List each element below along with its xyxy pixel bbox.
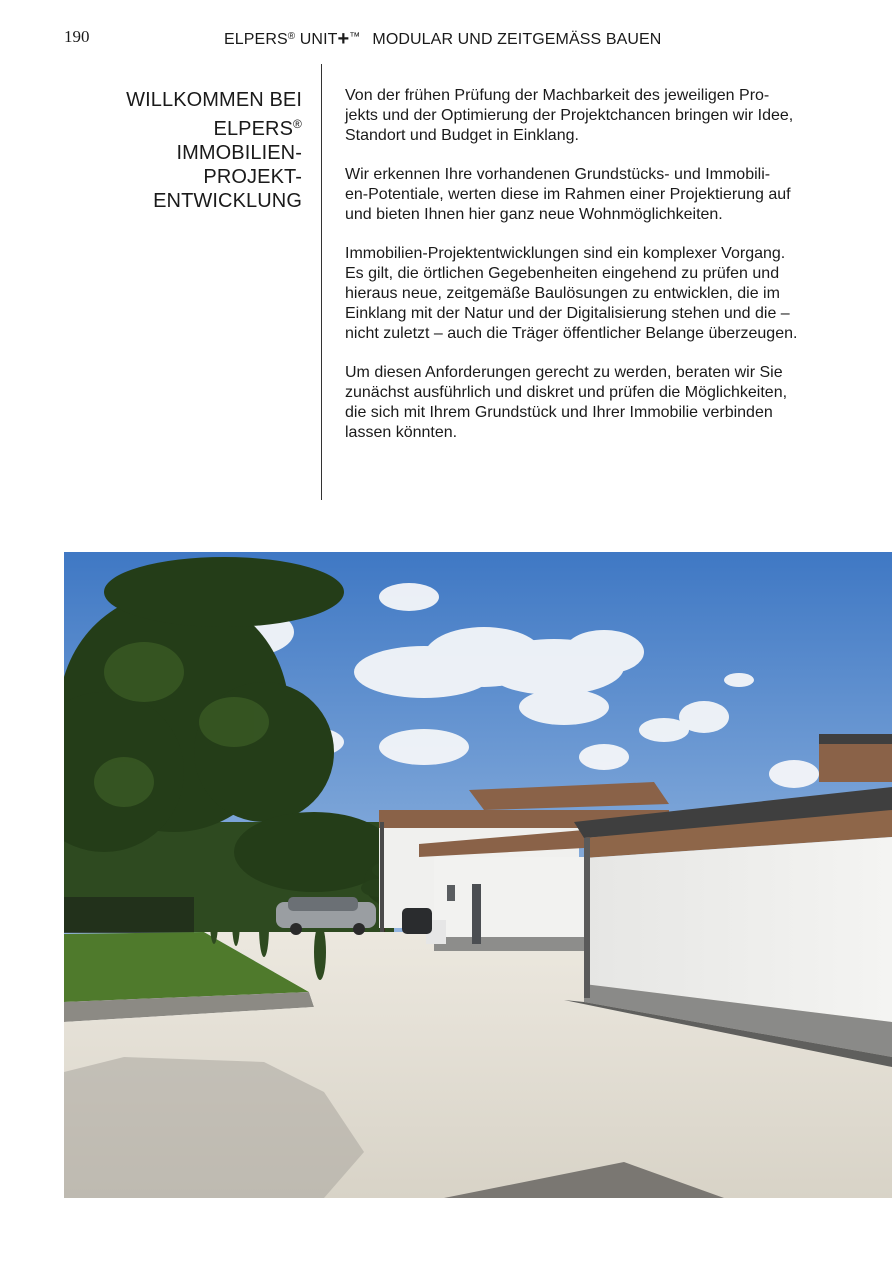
text-line: en-Potentiale, werten diese im Rahmen einer Projektierung auf — [345, 186, 791, 203]
text-line: hieraus neue, zeitgemäße Baulösungen zu entwicklen, die im — [345, 285, 780, 302]
text-line: Von der frühen Prüfung der Machbarkeit des jeweiligen Pro- — [345, 87, 770, 104]
paragraph — [345, 165, 845, 225]
header-subtitle: MODULAR UND ZEITGEMÄSS BAUEN — [372, 31, 662, 48]
title-brand: ELPERS — [213, 118, 294, 140]
body-text — [345, 86, 845, 462]
section-title — [96, 88, 302, 213]
right-tower — [819, 742, 892, 782]
header-tm-mark: ™ — [349, 31, 361, 43]
text-line: jekts und der Optimierung der Projektchancen bringen wir Idee, — [345, 107, 794, 124]
middle-building-wall — [434, 857, 584, 942]
fence — [64, 897, 194, 933]
title-line: ENTWICKLUNG — [153, 190, 302, 212]
downpipe — [584, 838, 590, 998]
building-photo — [64, 552, 892, 1198]
rear-building-post — [380, 822, 384, 932]
title-line: IMMOBILIEN- — [176, 142, 302, 164]
paragraph — [345, 86, 845, 146]
running-header — [224, 27, 661, 50]
text-line: nicht zuletzt – auch die Träger öffentlicher Belange überzeugen. — [345, 325, 798, 342]
title-reg-mark: ® — [293, 117, 302, 131]
middle-building-door — [472, 884, 481, 944]
black-car — [402, 908, 432, 934]
header-plus: + — [337, 28, 350, 50]
text-line: Immobilien-Projektentwicklungen sind ein komplexer Vorgang. — [345, 245, 786, 262]
page-number: 190 — [64, 27, 90, 46]
header-unit: UNIT — [299, 31, 338, 48]
text-line: zunächst ausführlich und diskret und prüfen die Möglichkeiten, — [345, 384, 788, 401]
middle-building-plinth — [434, 937, 584, 951]
header-reg-mark: ® — [287, 31, 296, 42]
text-line: Einklang mit der Natur und der Digitalisierung stehen und die – — [345, 305, 790, 322]
text-line: Wir erkennen Ihre vorhandenen Grundstücks- und Immobili- — [345, 166, 771, 183]
photo-illustration — [64, 552, 892, 1198]
title-line: WILLKOMMEN BEI — [126, 89, 302, 111]
paragraph — [345, 244, 845, 344]
text-line: Es gilt, die örtlichen Gegebenheiten eingehend zu prüfen und — [345, 265, 780, 282]
middle-building-window — [447, 885, 455, 901]
paragraph — [345, 363, 845, 443]
title-line-brand — [96, 112, 302, 141]
title-line: PROJEKT- — [203, 166, 302, 188]
text-line: Standort und Budget in Einklang. — [345, 127, 579, 144]
text-line: Um diesen Anforderungen gerecht zu werden, beraten wir Sie — [345, 364, 783, 381]
text-line: die sich mit Ihrem Grundstück und Ihrer Immobilie verbinden — [345, 404, 773, 421]
text-line: lassen könnten. — [345, 424, 458, 441]
header-brand: ELPERS — [224, 31, 288, 48]
column-divider — [321, 64, 322, 500]
right-tower-cap — [819, 734, 892, 744]
text-line: und bieten Ihnen hier ganz neue Wohnmöglichkeiten. — [345, 206, 723, 223]
